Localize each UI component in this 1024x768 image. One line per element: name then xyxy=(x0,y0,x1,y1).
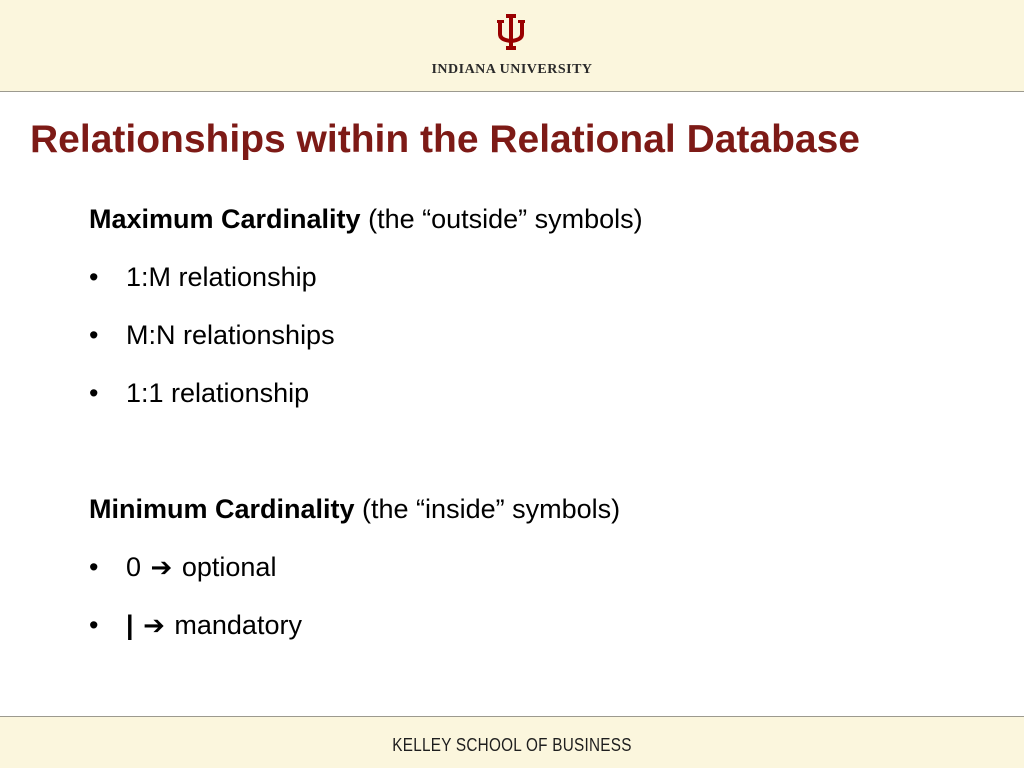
bullet-dot: • xyxy=(89,262,99,292)
list-item xyxy=(89,377,969,417)
bullet-dot: • xyxy=(89,320,99,350)
section-spacer xyxy=(89,435,969,493)
list-item-text: 1:1 relationship xyxy=(126,378,310,408)
bullet-dot: • xyxy=(89,552,99,582)
cardinality-symbol: 0 xyxy=(126,552,142,582)
slide-content xyxy=(89,203,969,667)
max-cardinality-heading xyxy=(89,203,969,243)
max-heading-bold: Maximum Cardinality xyxy=(89,204,361,234)
right-arrow-icon: ➔ xyxy=(143,611,165,641)
footer-band xyxy=(0,716,1024,768)
iu-trident-icon xyxy=(497,14,525,50)
list-item-text: M:N relationships xyxy=(126,320,335,350)
footer-text: KELLEY SCHOOL OF BUSINESS xyxy=(392,735,632,755)
list-item xyxy=(89,551,969,591)
min-heading-bold: Minimum Cardinality xyxy=(89,494,355,524)
max-cardinality-list xyxy=(89,261,969,417)
bullet-dot: • xyxy=(89,610,99,640)
bullet-dot: • xyxy=(89,378,99,408)
list-item xyxy=(89,609,969,649)
right-arrow-icon: ➔ xyxy=(150,553,173,583)
list-item xyxy=(89,319,969,359)
institution-name: INDIANA UNIVERSITY xyxy=(431,62,593,77)
header-band xyxy=(0,0,1024,92)
list-item-text: 1:M relationship xyxy=(126,262,317,292)
cardinality-symbol: | xyxy=(126,610,134,640)
slide-title: Relationships within the Relational Database xyxy=(30,118,860,161)
min-cardinality-list xyxy=(89,551,969,649)
max-heading-rest: (the “outside” symbols) xyxy=(360,204,643,234)
min-cardinality-heading xyxy=(89,493,969,533)
list-item-text: optional xyxy=(181,552,277,582)
list-item-text: mandatory xyxy=(174,610,302,640)
list-item xyxy=(89,261,969,301)
min-heading-rest: (the “inside” symbols) xyxy=(354,494,621,524)
